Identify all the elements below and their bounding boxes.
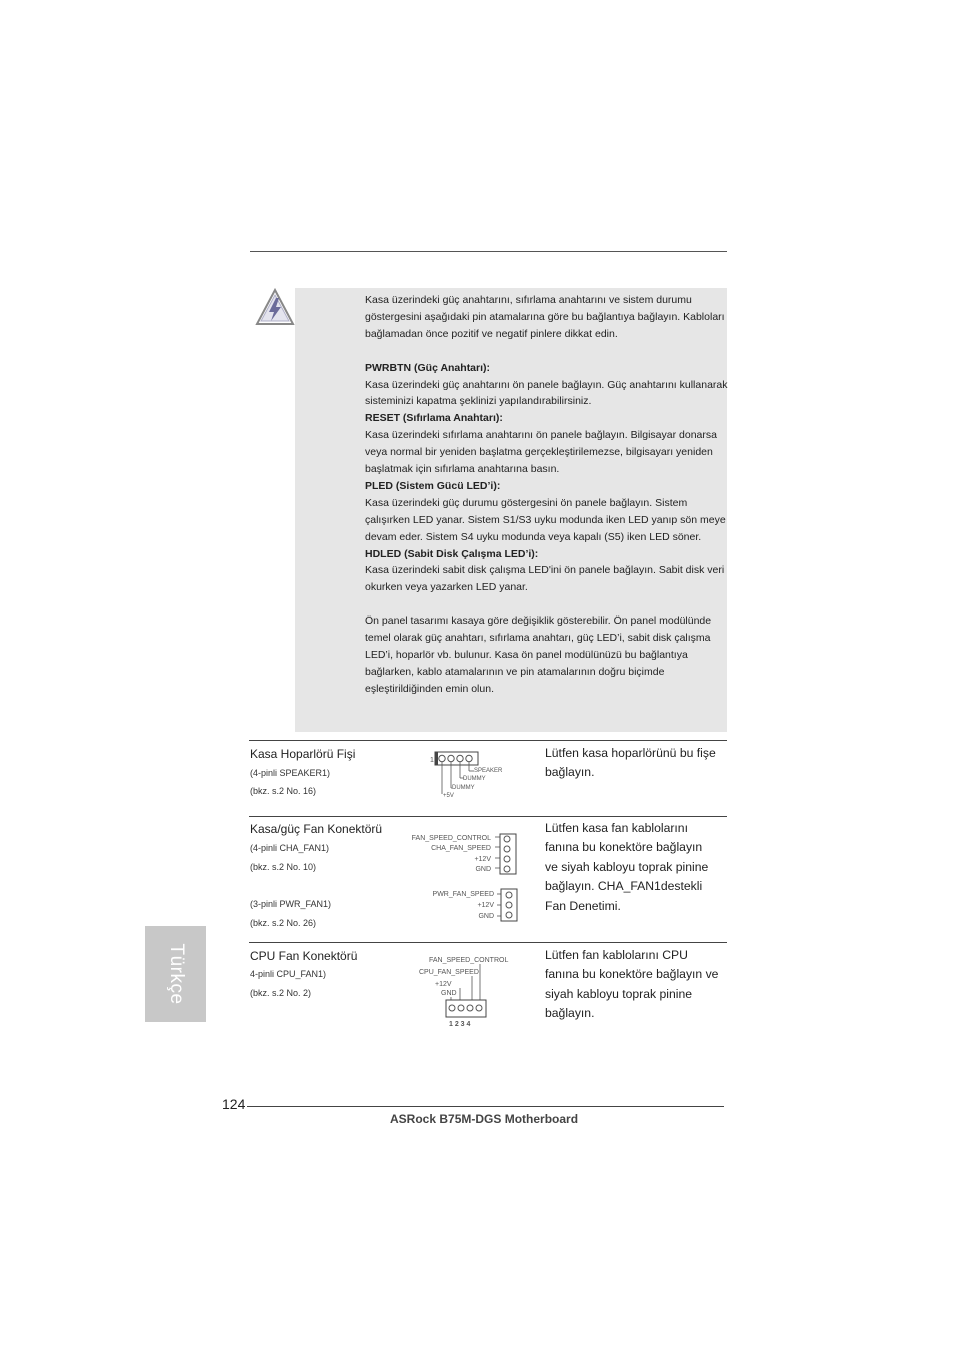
chassis-fan-ref: (bkz. s.2 No. 10): [250, 862, 317, 872]
language-tab-label: Türkçe: [165, 943, 187, 1005]
speaker-description: [545, 744, 735, 783]
speaker-ref: (bkz. s.2 No. 16): [250, 786, 317, 796]
footer-divider: [247, 1106, 724, 1107]
speaker-desc-line: bağlayın.: [545, 765, 595, 780]
pwrbtn-title: PWRBTN (Güç Anahtarı):: [365, 361, 491, 374]
cpu-pin-numbers: 1 2 3 4: [449, 1021, 471, 1028]
note-intro: Kasa üzerindeki güç anahtarını, sıfırlama anahtarını ve sistem durumu göstergesini aşağıdaki pin atamalarına göre bu bağlantıya bağlayın. Kabloları bağlamadan önce pozitif ve negatif pinlere dikkat edin.: [365, 294, 725, 340]
pwrbtn-text: Kasa üzerindeki güç anahtarını ön panele bağlayın. Güç anahtarını kullanarak sisteminizi kapatma şeklinizi yapılandırabilirsiniz.: [365, 378, 728, 408]
chassis-fan-pins: (4-pinli CHA_FAN1): [250, 843, 330, 853]
cpu-fan-speed-label: CPU_FAN_SPEED: [419, 969, 479, 976]
reset-title: RESET (Sıfırlama Anahtarı):: [365, 412, 503, 425]
footer-title: ASRock B75M-DGS Motherboard: [390, 1112, 579, 1126]
speaker-desc-line: Lütfen kasa hoparlörünü bu fişe: [545, 746, 716, 760]
hdled-text: Kasa üzerindeki sabit disk çalışma LED'ini ön panele bağlayın. Sabit disk veri okurken veya yazarken LED yanar.: [365, 564, 725, 594]
cha-12v-label: +12V: [474, 856, 491, 863]
top-divider: [250, 251, 727, 252]
cha-fan-speed-control-label: FAN_SPEED_CONTROL: [411, 835, 491, 842]
warning-icon: [254, 286, 296, 328]
dummy-label: DUMMY: [463, 776, 486, 782]
chassis-fan-desc-line: ve siyah kabloyu toprak pinine: [545, 859, 709, 874]
cpu-fan-desc-line: Lütfen fan kablolarını CPU: [545, 948, 688, 962]
speaker-title: Kasa Hoparlörü Fişi: [250, 747, 356, 761]
cpu-fan-desc-line: bağlayın.: [545, 1006, 595, 1021]
speaker-divider: [249, 740, 727, 741]
speaker-pins: (4-pinli SPEAKER1): [250, 768, 331, 778]
chassis-fan-desc-line: Lütfen kasa fan kablolarını: [545, 821, 688, 835]
power-fan-pins: (3-pinli PWR_FAN1): [250, 899, 332, 909]
note-text: [365, 292, 729, 698]
dummy-label-2: DUMMY: [452, 785, 475, 791]
pwr-12v-label: +12V: [477, 902, 494, 909]
cpu-fan-pins: 4-pinli CPU_FAN1): [250, 969, 327, 979]
chassis-fan-desc-line: bağlayın. CHA_FAN1destekli: [545, 879, 703, 894]
cpu-fan-title: CPU Fan Konektörü: [250, 949, 358, 963]
pwr-fan-connector-diagram: [405, 887, 520, 923]
hdled-title: HDLED (Sabit Disk Çalışma LED’i):: [365, 547, 539, 560]
page-number: 124: [222, 1096, 246, 1112]
chassis-fan-desc-line: fanına bu konektöre bağlayın: [545, 840, 703, 855]
chassis-fan-description: [545, 819, 735, 916]
language-tab: [145, 926, 206, 1022]
speaker-label: SPEAKER: [474, 768, 503, 774]
cpu-fan-ref: (bkz. s.2 No. 2): [250, 988, 312, 998]
pwr-fan-speed-label: PWR_FAN_SPEED: [432, 891, 494, 898]
chassis-fan-title: Kasa/güç Fan Konektörü: [250, 822, 383, 836]
power-fan-ref: (bkz. s.2 No. 26): [250, 918, 317, 928]
cpu-fan-desc-line: fanına bu konektöre bağlayın ve: [545, 967, 719, 982]
cpu-fan-description: [545, 946, 735, 1024]
cpu-fan-speed-control-label: FAN_SPEED_CONTROL: [429, 957, 509, 964]
cha-gnd-label: GND: [475, 866, 491, 873]
note-outro: Ön panel tasarımı kasaya göre değişiklik gösterebilir. Ön panel modülünde temel olarak güç anahtarı, sıfırlama anahtarı, güç LED’i, sabit disk çalışma LED’i, hoparlör vb. bulunur. Kasa ön panel modülünüzü bu bağlantıya bağlarken, kablo atamalarının ve pin atamalarının doğru biçimde eşleştirildiğinden emin olun.: [365, 615, 712, 695]
cpu-fan-connector-diagram: [415, 952, 515, 1030]
cpu-12v-label: +12V: [435, 981, 452, 988]
reset-text: Kasa üzerindeki sıfırlama anahtarını ön panele bağlayın. Bilgisayar donarsa veya normal bir yeniden başlatma gerçekleştirilemezse, bilgisayarı yeniden başlatmak için sıfırlama anahtarına basın.: [365, 429, 717, 476]
cpu-gnd-label: GND: [441, 990, 457, 997]
pled-text: Kasa üzerindeki güç durumu göstergesini ön panele bağlayın. Sistem çalışırken LED yanar. Sistem S1/S3 uyku modunda iken LED yanıp sön meye devam eder. Sistem S4 uyku modunda veya kapalı (S5) iken LED söner.: [365, 496, 726, 543]
cha-fan-connector-diagram: [405, 832, 520, 876]
chassis-fan-divider: [249, 816, 727, 817]
plus5v-label: +5V: [443, 793, 454, 799]
pwr-gnd-label: GND: [478, 913, 494, 920]
cha-fan-speed-label: CHA_FAN_SPEED: [431, 845, 491, 852]
cpu-fan-divider: [249, 942, 727, 943]
chassis-fan-desc-line: Fan Denetimi.: [545, 898, 621, 913]
pled-title: PLED (Sistem Gücü LED’i):: [365, 479, 501, 492]
cpu-fan-desc-line: siyah kabloyu toprak pinine: [545, 986, 693, 1001]
speaker-pin1-label: 1: [430, 757, 434, 764]
speaker-connector-diagram: [428, 748, 508, 800]
